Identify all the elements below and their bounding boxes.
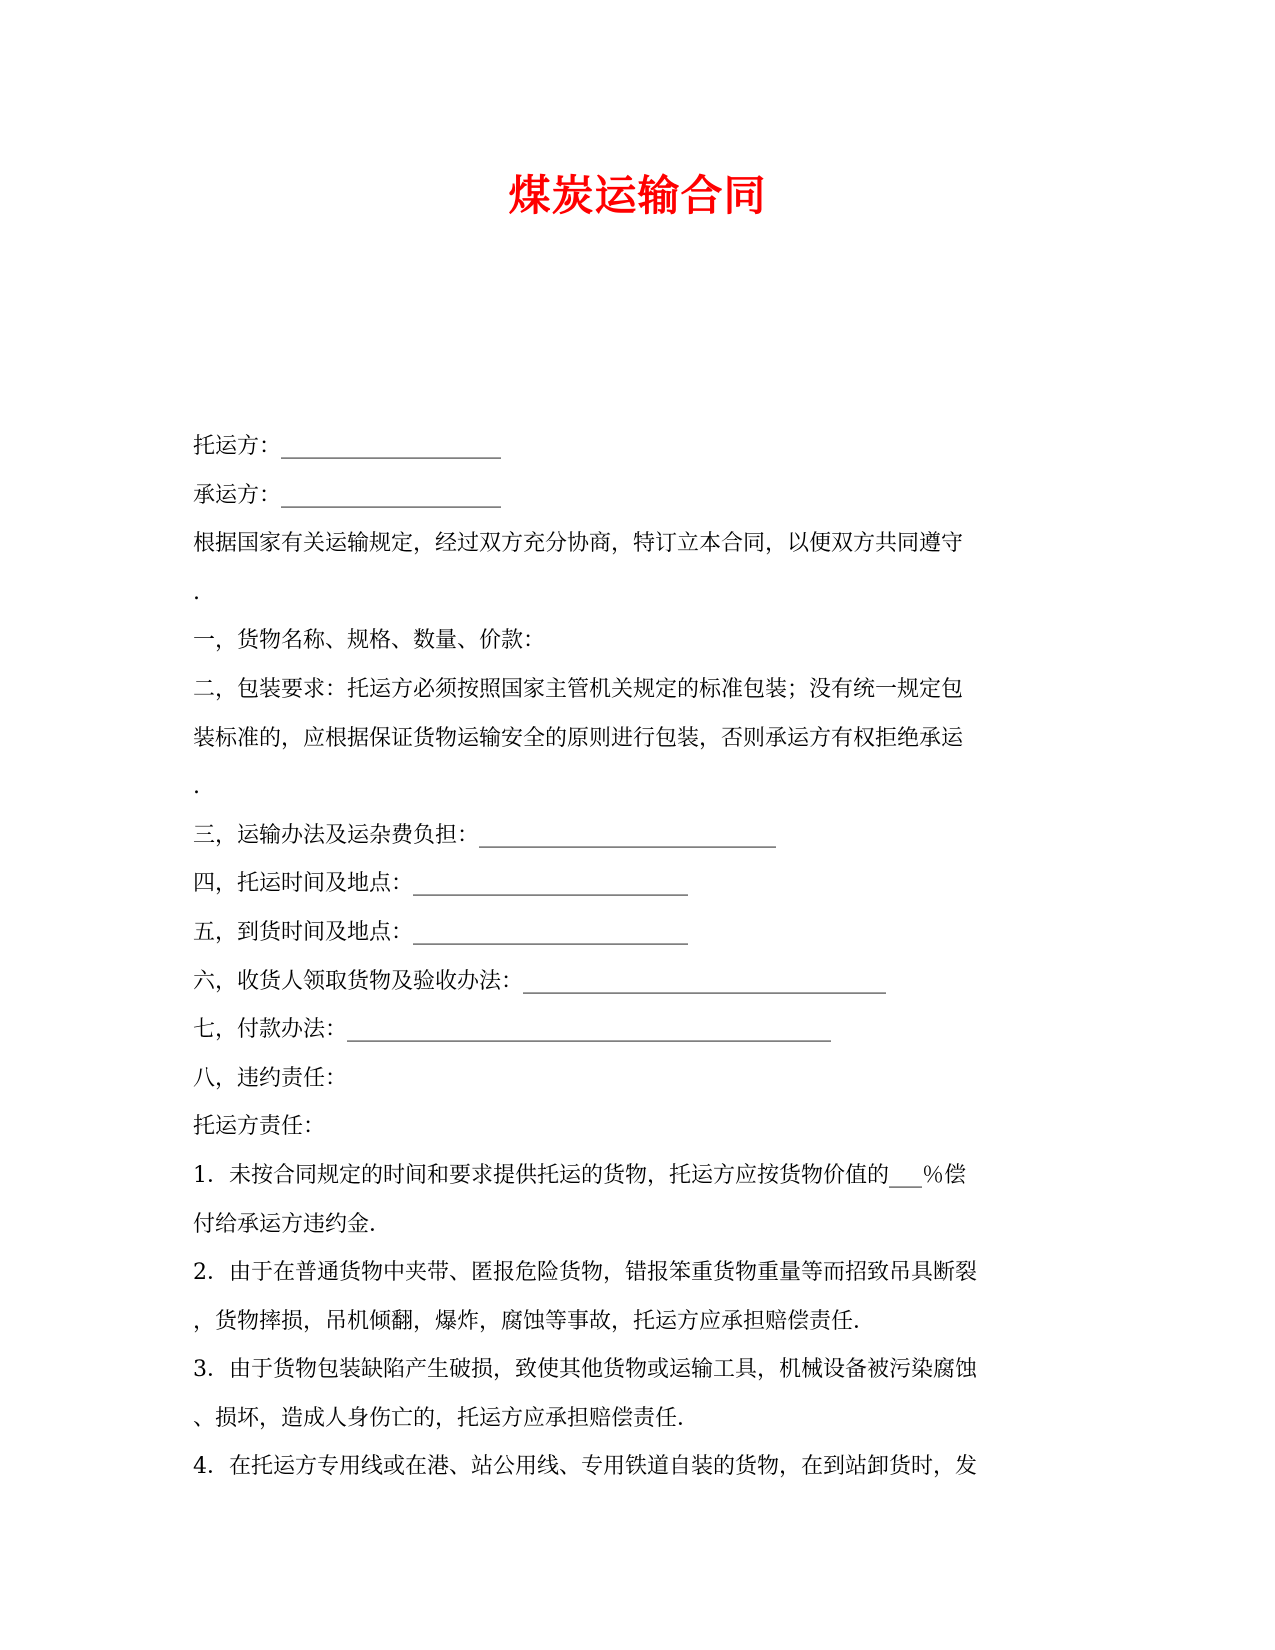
clause-2-line-1: 二，包装要求：托运方必须按照国家主管机关规定的标准包装；没有统一规定包 — [193, 676, 964, 702]
item-4-line-1: 4．在托运方专用线或在港、站公用线、专用铁道自装的货物，在到站卸货时，发 — [193, 1454, 977, 1480]
item-3-line-2: 、损坏，造成人身伤亡的，托运方应承担赔偿责任． — [193, 1405, 700, 1431]
clause-5-line: 五，到货时间及地点：_________________________ — [193, 919, 689, 945]
clause-1-line: 一，货物名称、规格、数量、价款： — [193, 628, 546, 654]
shipper-liability-heading: 托运方责任： — [193, 1114, 326, 1140]
document-title: 煤炭运输合同 — [508, 171, 767, 220]
carrier-line: 承运方：____________________ — [193, 482, 502, 508]
clause-8-heading: 八，违约责任： — [193, 1065, 348, 1091]
preamble-end-line: . — [193, 579, 200, 605]
document-body — [193, 423, 1093, 1492]
clause-2-line-2: 装标准的，应根据保证货物运输安全的原则进行包装，否则承运方有权拒绝承运 — [193, 725, 964, 751]
clause-3-line: 三，运输办法及运杂费负担：___________________________ — [193, 822, 777, 848]
shipper-line: 托运方：____________________ — [193, 434, 502, 459]
item-3-line-1: 3．由于货物包装缺陷产生破损，致使其他货物或运输工具，机械设备被污染腐蚀 — [193, 1357, 977, 1383]
item-2-line-2: ，货物摔损，吊机倾翻，爆炸，腐蚀等事故，托运方应承担赔偿责任． — [193, 1308, 876, 1334]
clause-4-line: 四，托运时间及地点：_________________________ — [193, 871, 689, 897]
clause-7-line: 七，付款办法：____________________________________________ — [193, 1017, 832, 1043]
preamble-line: 根据国家有关运输规定，经过双方充分协商，特订立本合同，以便双方共同遵守 — [193, 531, 964, 557]
item-1-line-1: 1．未按合同规定的时间和要求提供托运的货物，托运方应按货物价值的___％偿 — [193, 1162, 966, 1188]
item-2-line-1: 2．由于在普通货物中夹带、匿报危险货物，错报笨重货物重量等而招致吊具断裂 — [193, 1260, 977, 1286]
clause-6-line: 六，收货人领取货物及验收办法：_________________________________ — [193, 968, 887, 994]
clause-2-line-3: . — [193, 774, 200, 800]
item-1-line-2: 付给承运方违约金． — [193, 1211, 392, 1237]
